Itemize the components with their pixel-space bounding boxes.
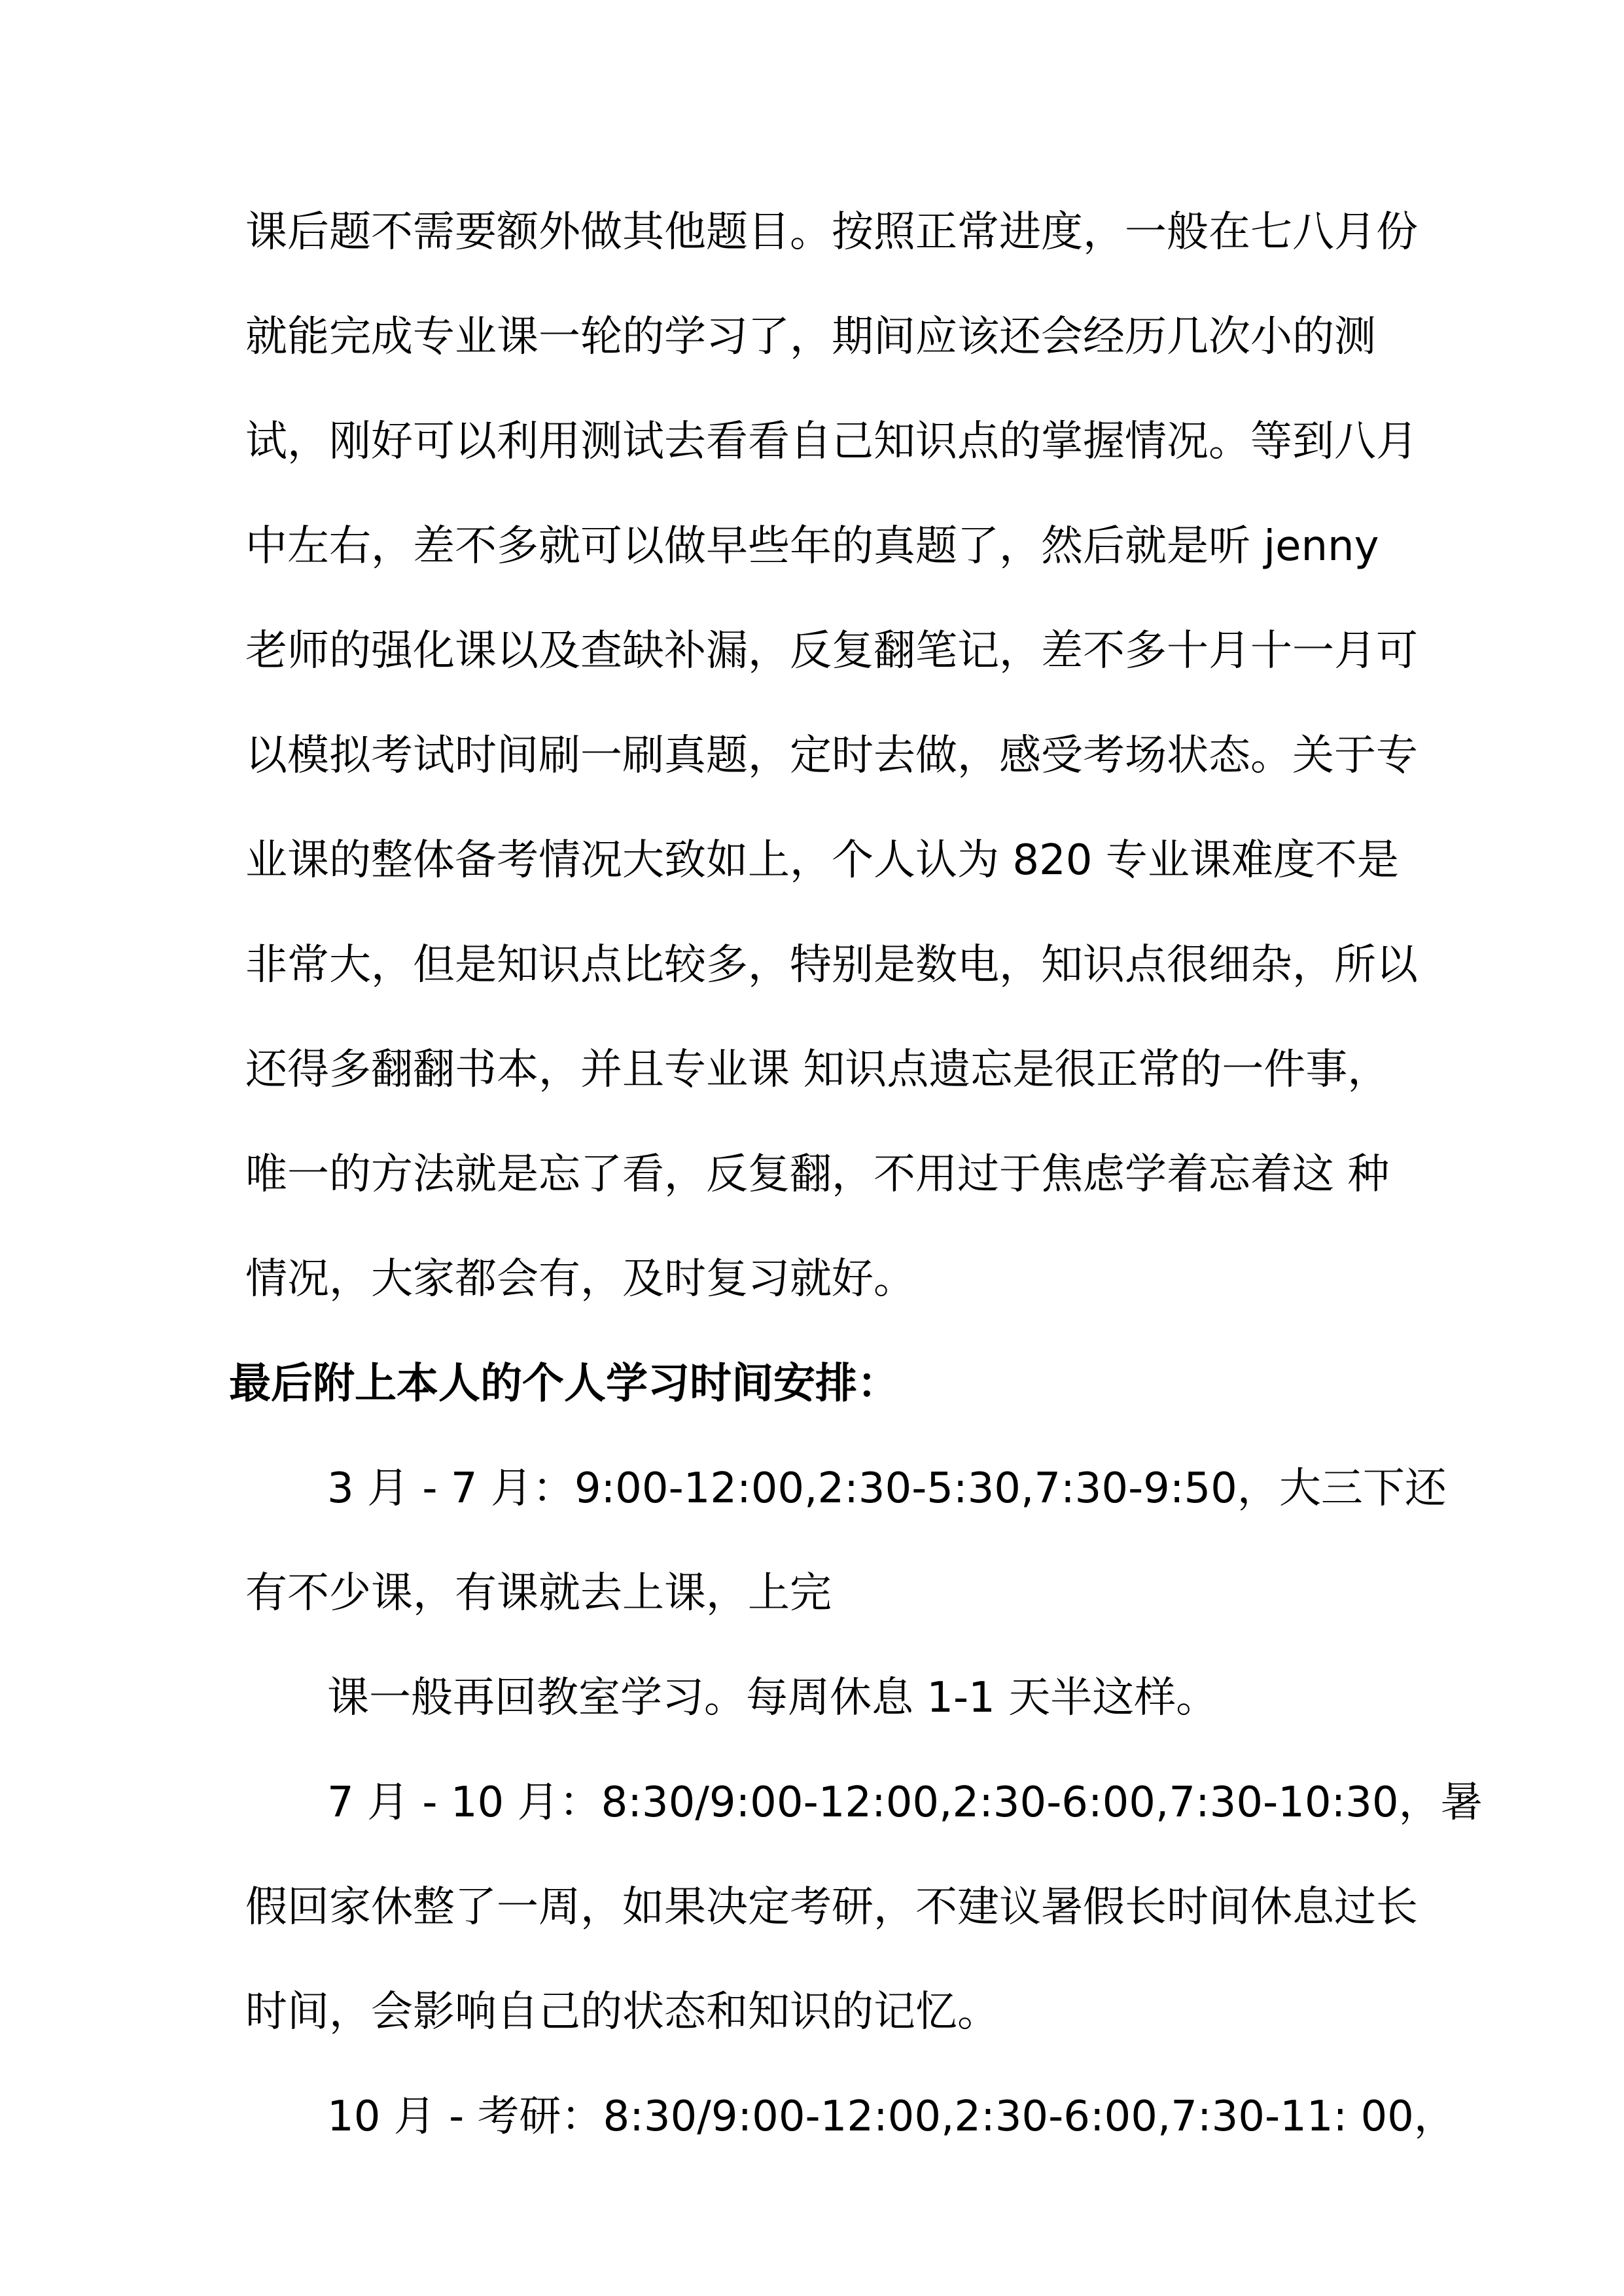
- text-line: 老师的强化课以及查缺补漏，反复翻笔记，差不多十月十一月可: [245, 627, 1418, 675]
- text-line: 中左右，差不多就可以做早些年的真题了，然后就是听 jenny: [245, 522, 1379, 571]
- schedule-line: 7 月 - 10 月：8:30/9:00-12:00,2:30-6:00,7:30-10:30，暑: [327, 1778, 1483, 1827]
- schedule-line: 3 月 - 7 月：9:00-12:00,2:30-5:30,7:30-9:50，大三下还: [327, 1464, 1447, 1513]
- text-line: 唯一的方法就是忘了看，反复翻，不用过于焦虑学着忘着这 种: [245, 1150, 1390, 1199]
- text-line: 试，刚好可以利用测试去看看自己知识点的掌握情况。等到八月: [245, 417, 1418, 466]
- schedule-line: 有不少课，有课就去上课，上完: [245, 1569, 832, 1617]
- text-line: 以模拟考试时间刷一刷真题，定时去做，感受考场状态。关于专: [245, 732, 1418, 780]
- text-line: 非常大，但是知识点比较多，特别是数电，知识点很细杂，所以: [245, 941, 1418, 989]
- schedule-line: 课一般再回教室学习。每周休息 1-1 天半这样。: [327, 1674, 1218, 1722]
- text-line: 情况，大家都会有，及时复习就好。: [245, 1255, 915, 1303]
- schedule-line: 10 月 - 考研：8:30/9:00-12:00,2:30-6:00,7:30-11: 00，: [327, 2093, 1456, 2141]
- text-line: 课后题不需要额外做其他题目。按照正常进度，一般在七八月份: [245, 208, 1418, 256]
- text-line: 就能完成专业课一轮的学习了，期间应该还会经历几次小的测: [245, 313, 1376, 361]
- schedule-line: 假回家休整了一周，如果决定考研，不建议暑假长时间休息过长: [245, 1883, 1418, 1932]
- section-heading: 最后附上本人的个人学习时间安排：: [229, 1360, 899, 1408]
- text-line: 还得多翻翻书本，并且专业课 知识点遗忘是很正常的一件事，: [245, 1046, 1390, 1094]
- schedule-line: 时间，会影响自己的状态和知识的记忆。: [245, 1988, 999, 2036]
- text-line: 业课的整体备考情况大致如上，个人认为 820 专业课难度不是: [245, 836, 1399, 885]
